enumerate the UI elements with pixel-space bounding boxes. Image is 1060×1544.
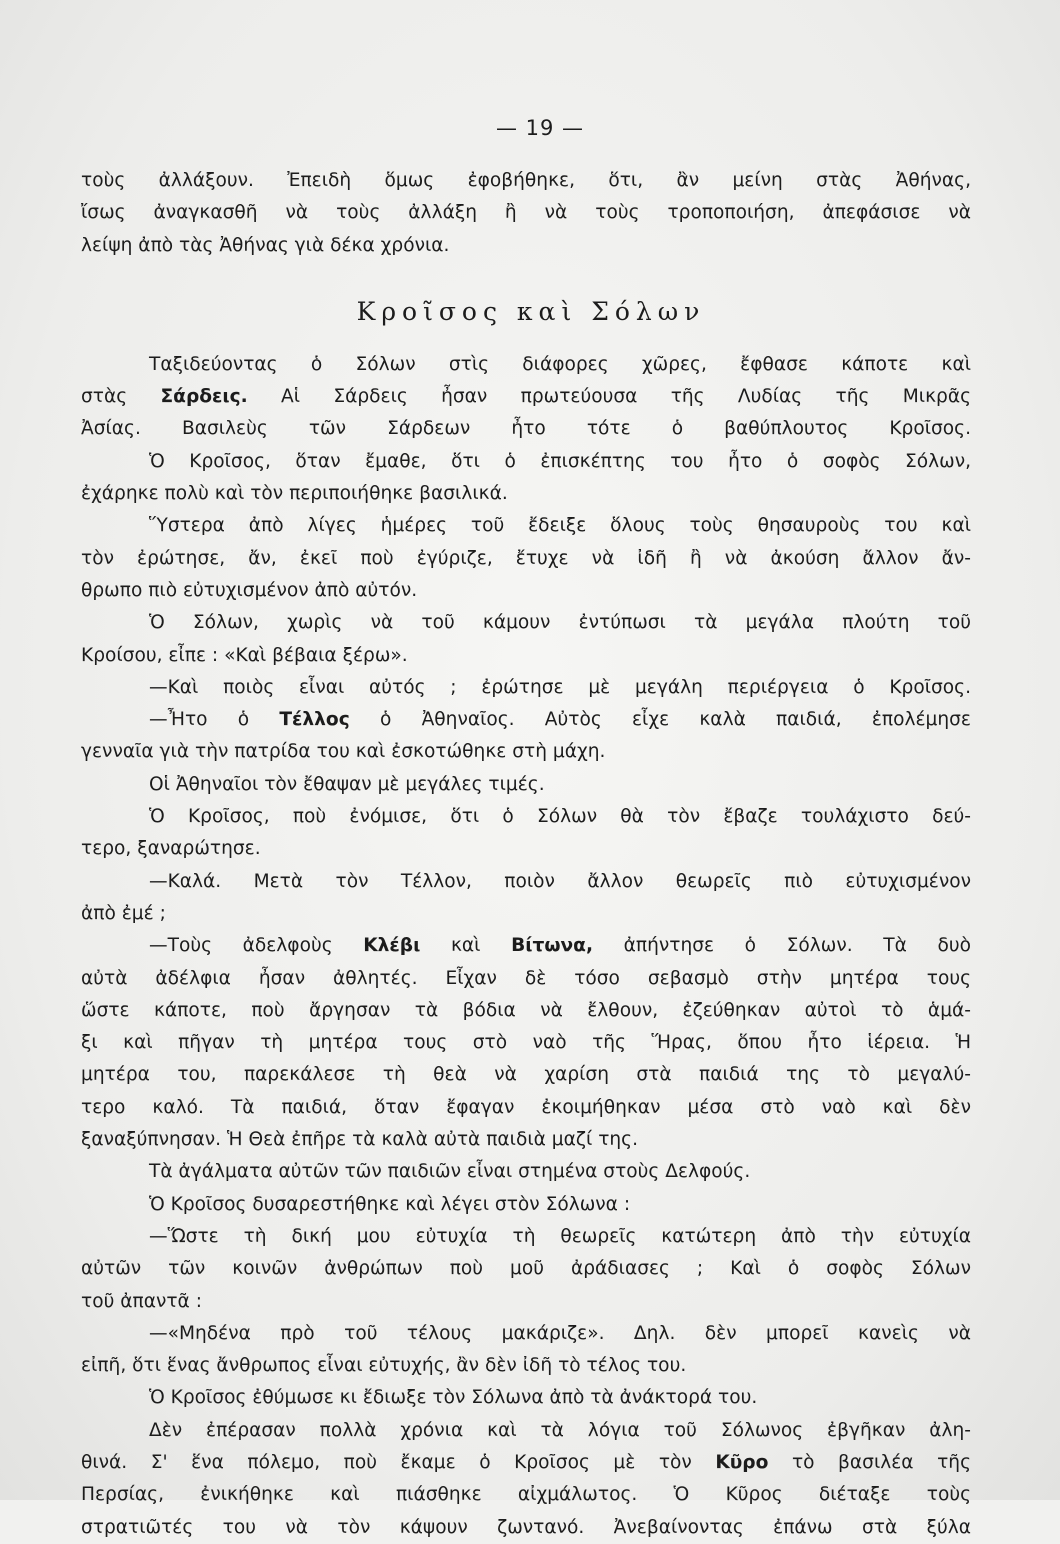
text-line: στρατιῶτές του νὰ τὸν κάψουν ζωντανό. Ἀνεβαίνοντας ἐπάνω στὰ ξύλα <box>81 1516 971 1538</box>
text-line: αὐτῶν τῶν κοινῶν ἀνθρώπων ποὺ μοῦ ἀράδιασες ; Καὶ ὁ σοφὸς Σόλων <box>81 1258 971 1280</box>
text-line: ξι καὶ πῆγαν τὴ μητέρα τους στὸ ναὸ τῆς Ἥρας, ὅπου ἦτο ἱέρεια. Ἡ <box>81 1032 971 1054</box>
text-line: Περσίας, ἐνικήθηκε καὶ πιάσθηκε αἰχμάλωτος. Ὁ Κῦρος διέταξε τοὺς <box>81 1484 971 1506</box>
bold-term: Τέλλος <box>279 709 350 731</box>
text-line: γενναῖα γιὰ τὴν πατρίδα του καὶ ἐσκοτώθηκε στὴ μάχη. <box>81 741 606 763</box>
section-heading: Κροῖσος καὶ Σόλων <box>356 296 706 326</box>
bold-term: Βίτωνα, <box>511 935 594 957</box>
bold-term: Κῦρο <box>715 1451 769 1473</box>
text-line: τοῦ ἀπαντᾶ : <box>81 1290 202 1312</box>
bold-term: Κλέβι <box>363 935 421 957</box>
text-span: στὰς <box>81 386 161 408</box>
text-span: τὸ βασιλέα τῆς <box>768 1451 971 1473</box>
text-span: καὶ <box>420 935 512 957</box>
text-line: μητέρα του, παρεκάλεσε τὴ θεὰ νὰ χαρίση στὰ παιδιά της τὸ μεγαλύ- <box>81 1064 971 1086</box>
text-line: εἰπῆ, ὅτι ἕνας ἄνθρωπος εἶναι εὐτυχής, ἂν δὲν ἰδῆ τὸ τέλος του. <box>81 1355 687 1377</box>
text-span: —Τοὺς ἀδελφοὺς <box>149 935 364 957</box>
text-span: ἀπήντησε ὁ Σόλων. Τὰ δυὸ <box>593 935 971 957</box>
text-line: Ὁ Κροῖσος ἐθύμωσε κι ἔδιωξε τὸν Σόλωνα ἀπὸ τὰ ἀνάκτορά του. <box>149 1387 758 1409</box>
text-line: Ὁ Κροῖσος, ὅταν ἔμαθε, ὅτι ὁ ἐπισκέπτης του ἦτο ὁ σοφὸς Σόλων, <box>149 450 971 472</box>
text-line: λείψη ἀπὸ τὰς Ἀθήνας γιὰ δέκα χρόνια. <box>81 234 450 256</box>
text-line <box>81 381 971 413</box>
bold-term: Σάρδεις. <box>160 386 248 408</box>
page-number: — 19 — <box>495 116 585 140</box>
text-line: Οἱ Ἀθηναῖοι τὸν ἔθαψαν μὲ μεγάλες τιμές. <box>149 773 545 795</box>
text-line: αὐτὰ ἀδέλφια ἦσαν ἀθλητές. Εἶχαν δὲ τόσο σεβασμὸ στὴν μητέρα τους <box>81 967 971 989</box>
text-line: θρωπο πιὸ εὐτυχισμένον ἀπὸ αὐτόν. <box>81 579 418 601</box>
text-span: Αἱ Σάρδεις ἦσαν πρωτεύουσα τῆς Λυδίας τῆς Μικρᾶς <box>247 386 971 408</box>
text-line: Ὁ Κροῖσος, ποὺ ἐνόμισε, ὅτι ὁ Σόλων θὰ τὸν ἔβαζε τουλάχιστο δεύ- <box>149 806 971 828</box>
text-line: τερο, ξαναρώτησε. <box>81 838 261 860</box>
text-line: ὥστε κάποτε, ποὺ ἄργησαν τὰ βόδια νὰ ἔλθουν, ἐζεύθηκαν αὐτοὶ τὸ ἁμά- <box>81 999 971 1021</box>
text-line: Δὲν ἐπέρασαν πολλὰ χρόνια καὶ τὰ λόγια τοῦ Σόλωνος ἐβγῆκαν ἀλη- <box>149 1419 971 1441</box>
text-line <box>81 1447 971 1479</box>
text-line: Ταξιδεύοντας ὁ Σόλων στὶς διάφορες χῶρες, ἔφθασε κάποτε καὶ <box>149 353 971 375</box>
text-line: Κροίσου, εἶπε : «Καὶ βέβαια ξέρω». <box>81 644 408 666</box>
text-line: Ὕστερα ἀπὸ λίγες ἡμέρες τοῦ ἔδειξε ὅλους τοὺς θησαυροὺς του καὶ <box>149 515 971 537</box>
text-line <box>81 704 971 736</box>
text-line: ἐχάρηκε πολὺ καὶ τὸν περιποιήθηκε βασιλικά. <box>81 483 508 505</box>
text-line: τὸν ἐρώτησε, ἄν, ἐκεῖ ποὺ ἐγύριζε, ἔτυχε νὰ ἰδῆ ἢ νὰ ἀκούση ἄλλον ἄν- <box>81 547 971 569</box>
text-line: τοὺς ἀλλάξουν. Ἐπειδὴ ὅμως ἐφοβήθηκε, ὅτι, ἂν μείνη στὰς Ἀθήνας, <box>81 170 971 191</box>
text-line: Τὰ ἀγάλματα αὐτῶν τῶν παιδιῶν εἶναι στημένα στοὺς Δελφούς. <box>149 1161 751 1183</box>
text-line: ἴσως ἀναγκασθῆ νὰ τοὺς ἀλλάξη ἢ νὰ τοὺς τροποποιήση, ἀπεφάσισε νὰ <box>81 202 971 224</box>
text-line: ξαναξύπνησαν. Ἡ Θεὰ ἐπῆρε τὰ καλὰ αὐτὰ παιδιὰ μαζί της. <box>81 1129 639 1151</box>
page-body <box>81 165 971 1544</box>
text-line: Ὁ Σόλων, χωρὶς νὰ τοῦ κάμουν ἐντύπωσι τὰ μεγάλα πλούτη τοῦ <box>149 612 971 634</box>
text-span: θινά. Σ' ἕνα πόλεμο, ποὺ ἔκαμε ὁ Κροῖσος μὲ τὸν <box>81 1451 716 1473</box>
text-span: ὁ Ἀθηναῖος. Αὐτὸς εἶχε καλὰ παιδιά, ἐπολέμησε <box>349 709 971 731</box>
text-line: —Καλά. Μετὰ τὸν Τέλλον, ποιὸν ἄλλον θεωρεῖς πιὸ εὐτυχισμένον <box>149 870 971 892</box>
text-line: ἀπὸ ἐμέ ; <box>81 902 166 924</box>
text-line: Ὁ Κροῖσος δυσαρεστήθηκε καὶ λέγει στὸν Σόλωνα : <box>149 1193 631 1215</box>
text-span: —Ἦτο ὁ <box>149 709 280 731</box>
text-line: —Καὶ ποιὸς εἶναι αὐτός ; ἐρώτησε μὲ μεγάλη περιέργεια ὁ Κροῖσος. <box>149 676 971 698</box>
text-line: —Ὥστε τὴ δική μου εὐτυχία τὴ θεωρεῖς κατώτερη ἀπὸ τὴν εὐτυχία <box>149 1225 971 1247</box>
text-line: —«Μηδένα πρὸ τοῦ τέλους μακάριζε». Δηλ. δὲν μπορεῖ κανεὶς νὰ <box>149 1322 971 1344</box>
text-line: τερο καλό. Τὰ παιδιά, ὅταν ἔφαγαν ἐκοιμήθηκαν μέσα στὸ ναὸ καὶ δὲν <box>81 1096 971 1118</box>
text-line <box>81 930 971 962</box>
text-line: Ἀσίας. Βασιλεὺς τῶν Σάρδεων ἦτο τότε ὁ βαθύπλουτος Κροῖσος. <box>81 418 971 440</box>
